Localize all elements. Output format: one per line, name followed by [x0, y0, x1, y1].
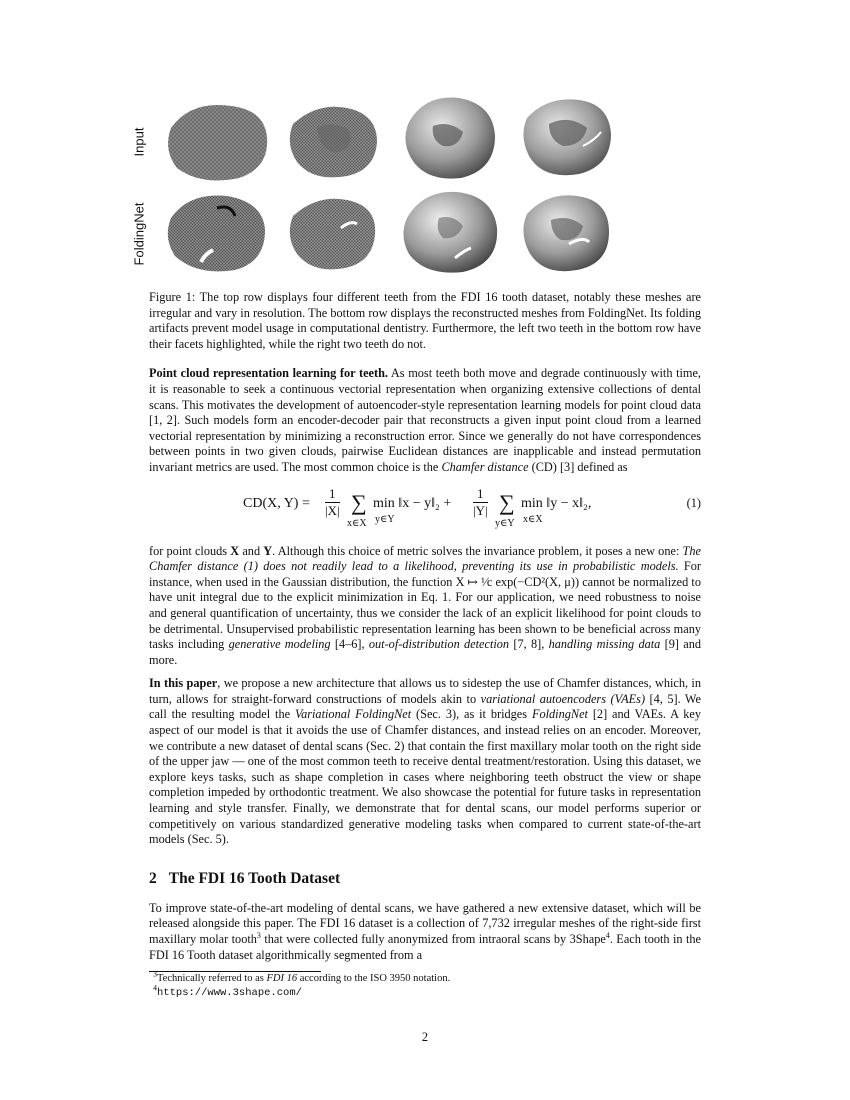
runin-heading: Point cloud representation learning for teeth.: [149, 366, 388, 381]
footnote-4: $^4$https://www.3shape.com/: [153, 983, 302, 1000]
fraction-2: $\frac{1}{|Y|}$: [473, 485, 488, 518]
footnote-url-link[interactable]: https://www.3shape.com/: [157, 987, 302, 1000]
figure-caption: Figure 1: The top row displays four different teeth from the FDI 16 tooth dataset, notably these meshes are irregular and vary in resolution. The bottom row displays the reconstructed meshes from FoldingNet. Its folding artifacts prevent model usage in computational dentistry. Furthermore, the left two teeth in the bottom row have their facets highlighted, while the right two teeth do not.: [149, 290, 701, 351]
min-subscript-1: y∈Y: [375, 513, 395, 525]
sum-subscript-2: y∈Y: [495, 517, 515, 529]
tooth-mesh-input-1: [161, 98, 273, 184]
page-number: 2: [421, 1030, 429, 1044]
sum-subscript-1: x∈X: [347, 517, 367, 529]
tooth-mesh-foldingnet-3: [395, 188, 507, 274]
equation-number: (1): [686, 495, 701, 510]
term-1: min ‖x − y‖₂ +: [373, 495, 452, 511]
footnote-3: $^3$Technically referred to as FDI 16 according to the ISO 3950 notation.: [153, 969, 451, 985]
row-label-input: Input: [131, 127, 147, 157]
paper-page: [131, 92, 702, 1000]
sum-symbol-1: ∑: [351, 489, 367, 515]
row-label-foldingnet: FoldingNet: [131, 202, 147, 266]
tooth-mesh-foldingnet-1: [161, 190, 273, 276]
figure-1: [127, 92, 701, 278]
paragraph-dataset: To improve state-of-the-art modeling of dental scans, we have gathered a new extensive dataset, which will be released alongside this paper. The FDI 16 dataset is a collection of 7,732 irregular meshes of the right-side first maxillary molar tooth$^3$ that were collected fully anonymized from intraoral scans by 3Shape$^4$. Each tooth in the FDI 16 Tooth dataset algorithmically segmented from a: [149, 900, 701, 962]
paragraph-chamfer: for point clouds X and Y. Although this choice of metric solves the invariance problem, it poses a new one: The Chamfer distance (1) does not readily lead to a likelihood, preventing its use in probabilistic models. For instance, when used in the Gaussian distribution, the function X ↦ ¹⁄c exp(−CD²(X, μ)) cannot be normalized to have unit integral due to the explicit minimization in Eq. 1. For our application, we need robustness to noise and general quantification of uncertainty, thus we consider the lack of an explicit likelihood for point clouds to be detrimental. Unsupervised probabilistic representation learning has been shown to be beneficial across many tasks including generative modeling [4–6], out-of-distribution detection [7, 8], handling missing data [9] and more.: [149, 543, 701, 667]
term-2: min ‖y − x‖₂,: [521, 495, 592, 511]
tooth-mesh-foldingnet-2: [277, 190, 389, 276]
paragraph-point-cloud: Point cloud representation learning for teeth. As most teeth both move and degrade continuously with time, it is reasonable to seek a continuous vectorial representation when organizing extensive collections of dental scans. This motivates the development of autoencoder-style representation learning models for point cloud data [1, 2]. Such models form an encoder-decoder pair that reconstructs a given input point cloud from a learned vectorial representation by minimizing a reconstruction error. Since we generally do not have correspondences between points in two given clouds, pairwise Euclidean distances are inapplicable and instead permutation invariant metrics are used. The most common choice is the Chamfer distance (CD) [3] defined as: [149, 366, 701, 474]
paragraph-this-paper: In this paper, we propose a new architecture that allows us to sidestep the use of Chamfer distances, which, in turn, allows for straight-forward constructions of models akin to variational autoencoders (VAEs) [4, 5]. We call the resulting model the Variational FoldingNet (Sec. 3), as it bridges FoldingNet [2] and VAEs. A key aspect of our model is that it avoids the use of Chamfer distances, and instead relies on an encoder. Moreover, we contribute a new dataset of dental scans (Sec. 2) that contain the first maxillary molar tooth on the right side of the upper jaw — one of the most common teeth to receive dental treatment/restoration. Using this dataset, we explore keys tasks, such as shape completion in cases where neighboring teeth obstruct the view or shape completion impeded by orthodontic treatment. We also showcase the potential for future tasks in representation learning and style transfer. Finally, we demonstrate that for dental scans, our model performs superior or competitively on various standardized generative modeling tasks when compared to current state-of-the-art models (Sec. 5).: [149, 676, 702, 847]
min-subscript-2: x∈X: [523, 513, 543, 525]
equation-1: [149, 484, 701, 536]
tooth-mesh-input-3: [395, 94, 507, 180]
equation-lhs: CD(X, Y) =: [243, 495, 310, 511]
tooth-mesh-input-2: [277, 98, 389, 184]
section-heading: 2 The FDI 16 Tooth Dataset: [149, 869, 341, 887]
sum-symbol-2: ∑: [499, 489, 515, 515]
tooth-mesh-input-4: [513, 94, 625, 180]
fraction-1: $\frac{1}{|X|}$: [325, 485, 340, 518]
tooth-mesh-foldingnet-4: [513, 190, 625, 276]
